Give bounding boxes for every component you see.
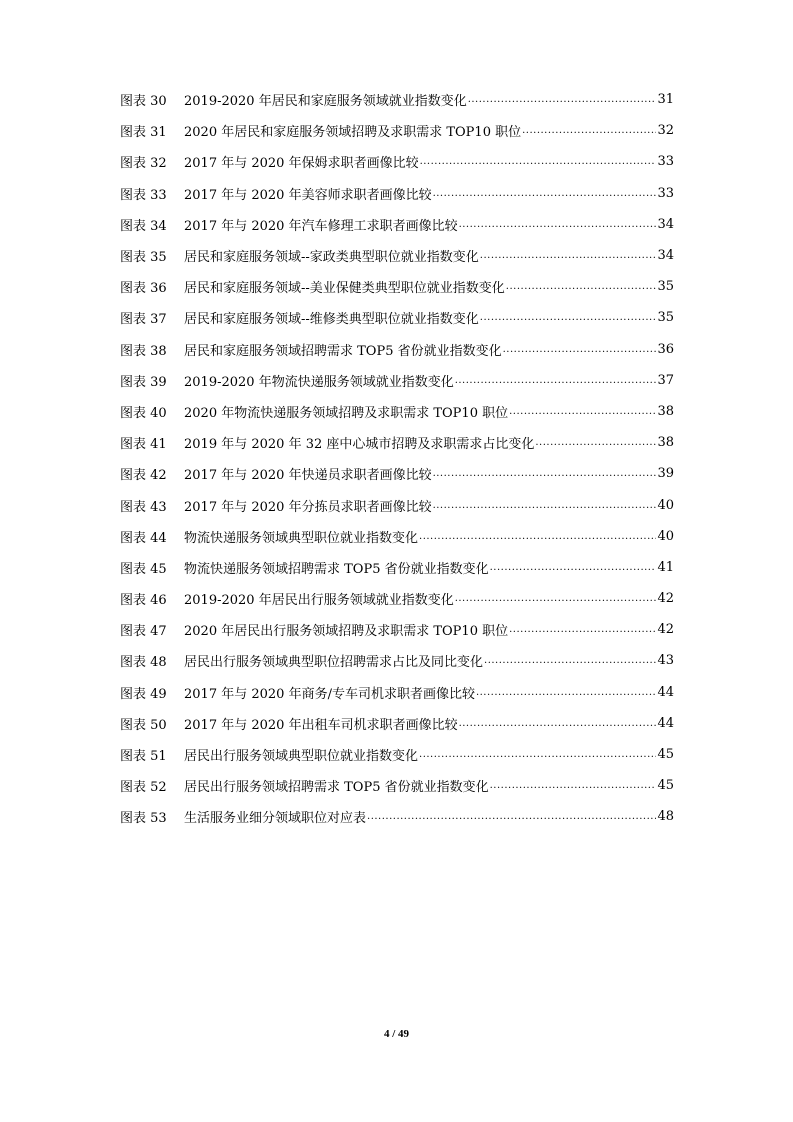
toc-entry[interactable] — [120, 271, 674, 302]
page-number: 33 — [657, 185, 674, 201]
page-number: 44 — [657, 684, 674, 700]
dot-leader — [419, 531, 656, 542]
figure-title: 2017 年与 2020 年分拣员求职者画像比较 — [184, 499, 432, 515]
dot-leader — [367, 811, 656, 822]
figure-title: 2017 年与 2020 年快递员求职者画像比较 — [184, 468, 432, 484]
dot-leader — [509, 406, 656, 417]
toc-entry[interactable] — [120, 677, 674, 708]
figure-number: 图表 35 — [120, 250, 167, 266]
toc-entry[interactable] — [120, 240, 674, 271]
toc-entry[interactable] — [120, 489, 674, 520]
dot-leader — [535, 437, 656, 448]
page-number: 35 — [657, 310, 674, 326]
figure-number: 图表 40 — [120, 405, 167, 421]
figure-number: 图表 31 — [120, 125, 167, 141]
dot-leader — [433, 500, 657, 511]
figure-number: 图表 48 — [120, 655, 167, 671]
toc-entry[interactable] — [120, 458, 674, 489]
figure-title: 居民和家庭服务领域--美业保健类典型职位就业指数变化 — [184, 281, 505, 297]
page-number: 42 — [657, 622, 674, 638]
figure-title: 居民和家庭服务领域招聘需求 TOP5 省份就业指数变化 — [184, 343, 502, 359]
figure-title: 2019-2020 年居民和家庭服务领域就业指数变化 — [184, 94, 467, 110]
page-number: 40 — [657, 528, 674, 544]
figure-number: 图表 36 — [120, 281, 167, 297]
figure-number: 图表 50 — [120, 717, 167, 733]
figure-number: 图表 42 — [120, 468, 167, 484]
toc-entry[interactable] — [120, 708, 674, 739]
figure-title: 生活服务业细分领域职位对应表 — [184, 811, 367, 827]
dot-leader — [506, 281, 657, 292]
figure-number: 图表 30 — [120, 94, 167, 110]
table-of-figures — [120, 84, 674, 833]
figure-number: 图表 39 — [120, 374, 167, 390]
figure-title: 2019-2020 年居民出行服务领域就业指数变化 — [184, 593, 454, 609]
dot-leader — [433, 188, 657, 199]
toc-entry[interactable] — [120, 146, 674, 177]
dot-leader — [490, 562, 657, 573]
toc-entry[interactable] — [120, 115, 674, 146]
page-number: 43 — [657, 653, 674, 669]
dot-leader — [476, 687, 657, 698]
toc-entry[interactable] — [120, 552, 674, 583]
dot-leader — [468, 94, 657, 105]
toc-entry[interactable] — [120, 614, 674, 645]
dot-leader — [509, 624, 656, 635]
page-number: 41 — [657, 559, 674, 575]
toc-entry[interactable] — [120, 521, 674, 552]
toc-entry[interactable] — [120, 334, 674, 365]
figure-number: 图表 52 — [120, 780, 167, 796]
page-number: 36 — [657, 341, 674, 357]
dot-leader — [484, 655, 656, 666]
figure-title: 2017 年与 2020 年出租车司机求职者画像比较 — [184, 717, 458, 733]
figure-title: 物流快递服务领域招聘需求 TOP5 省份就业指数变化 — [184, 561, 489, 577]
page-footer: 4 / 49 — [383, 1028, 410, 1040]
figure-number: 图表 45 — [120, 561, 167, 577]
dot-leader — [490, 780, 657, 791]
dot-leader — [455, 375, 657, 386]
figure-number: 图表 34 — [120, 218, 167, 234]
page-number: 35 — [657, 279, 674, 295]
page-number: 44 — [657, 715, 674, 731]
figure-title: 2020 年物流快递服务领域招聘及求职需求 TOP10 职位 — [184, 405, 509, 421]
figure-title: 2020 年居民出行服务领域招聘及求职需求 TOP10 职位 — [184, 624, 509, 640]
figure-number: 图表 43 — [120, 499, 167, 515]
page-number: 31 — [657, 92, 674, 108]
figure-title: 居民和家庭服务领域--维修类典型职位就业指数变化 — [184, 312, 479, 328]
page-number: 38 — [657, 435, 674, 451]
figure-number: 图表 38 — [120, 343, 167, 359]
page-number: 39 — [657, 466, 674, 482]
page-number: 37 — [657, 372, 674, 388]
dot-leader — [503, 344, 657, 355]
page-number: 45 — [657, 747, 674, 763]
dot-leader — [433, 468, 657, 479]
toc-entry[interactable] — [120, 770, 674, 801]
figure-title: 2017 年与 2020 年美容师求职者画像比较 — [184, 187, 432, 203]
toc-entry[interactable] — [120, 365, 674, 396]
figure-title: 居民出行服务领域招聘需求 TOP5 省份就业指数变化 — [184, 780, 489, 796]
figure-title: 2019-2020 年物流快递服务领域就业指数变化 — [184, 374, 454, 390]
figure-number: 图表 44 — [120, 530, 167, 546]
page-number: 34 — [657, 216, 674, 232]
toc-entry[interactable] — [120, 583, 674, 614]
toc-entry[interactable] — [120, 427, 674, 458]
figure-number: 图表 41 — [120, 437, 167, 453]
figure-title: 居民出行服务领域典型职位就业指数变化 — [184, 749, 419, 765]
toc-entry[interactable] — [120, 739, 674, 770]
figure-number: 图表 51 — [120, 749, 167, 765]
figure-number: 图表 49 — [120, 686, 167, 702]
toc-entry[interactable] — [120, 801, 674, 832]
toc-entry[interactable] — [120, 302, 674, 333]
dot-leader — [459, 219, 657, 230]
dot-leader — [480, 312, 657, 323]
figure-title: 2019 年与 2020 年 32 座中心城市招聘及求职需求占比变化 — [184, 437, 535, 453]
figure-title: 居民和家庭服务领域--家政类典型职位就业指数变化 — [184, 250, 479, 266]
toc-entry[interactable] — [120, 178, 674, 209]
dot-leader — [459, 718, 657, 729]
dot-leader — [420, 156, 657, 167]
figure-title: 2020 年居民和家庭服务领域招聘及求职需求 TOP10 职位 — [184, 125, 522, 141]
page-number: 42 — [657, 591, 674, 607]
dot-leader — [480, 250, 657, 261]
figure-number: 图表 33 — [120, 187, 167, 203]
page-number: 40 — [657, 497, 674, 513]
dot-leader — [522, 125, 656, 136]
page-number: 48 — [657, 809, 674, 825]
figure-title: 2017 年与 2020 年保姆求职者画像比较 — [184, 156, 419, 172]
figure-number: 图表 32 — [120, 156, 167, 172]
figure-number: 图表 46 — [120, 593, 167, 609]
page-number: 32 — [657, 123, 674, 139]
dot-leader — [455, 593, 657, 604]
page-number: 38 — [657, 403, 674, 419]
toc-entry[interactable] — [120, 396, 674, 427]
page-number: 34 — [657, 248, 674, 264]
page-number: 33 — [657, 154, 674, 170]
dot-leader — [419, 749, 656, 760]
toc-entry[interactable] — [120, 645, 674, 676]
toc-entry[interactable] — [120, 209, 674, 240]
page-number: 45 — [657, 778, 674, 794]
figure-title: 居民出行服务领域典型职位招聘需求占比及同比变化 — [184, 655, 484, 671]
figure-title: 2017 年与 2020 年商务/专车司机求职者画像比较 — [184, 686, 475, 702]
figure-title: 物流快递服务领域典型职位就业指数变化 — [184, 530, 419, 546]
figure-number: 图表 47 — [120, 624, 167, 640]
figure-number: 图表 53 — [120, 811, 167, 827]
figure-title: 2017 年与 2020 年汽车修理工求职者画像比较 — [184, 218, 458, 234]
figure-number: 图表 37 — [120, 312, 167, 328]
toc-entry[interactable] — [120, 84, 674, 115]
